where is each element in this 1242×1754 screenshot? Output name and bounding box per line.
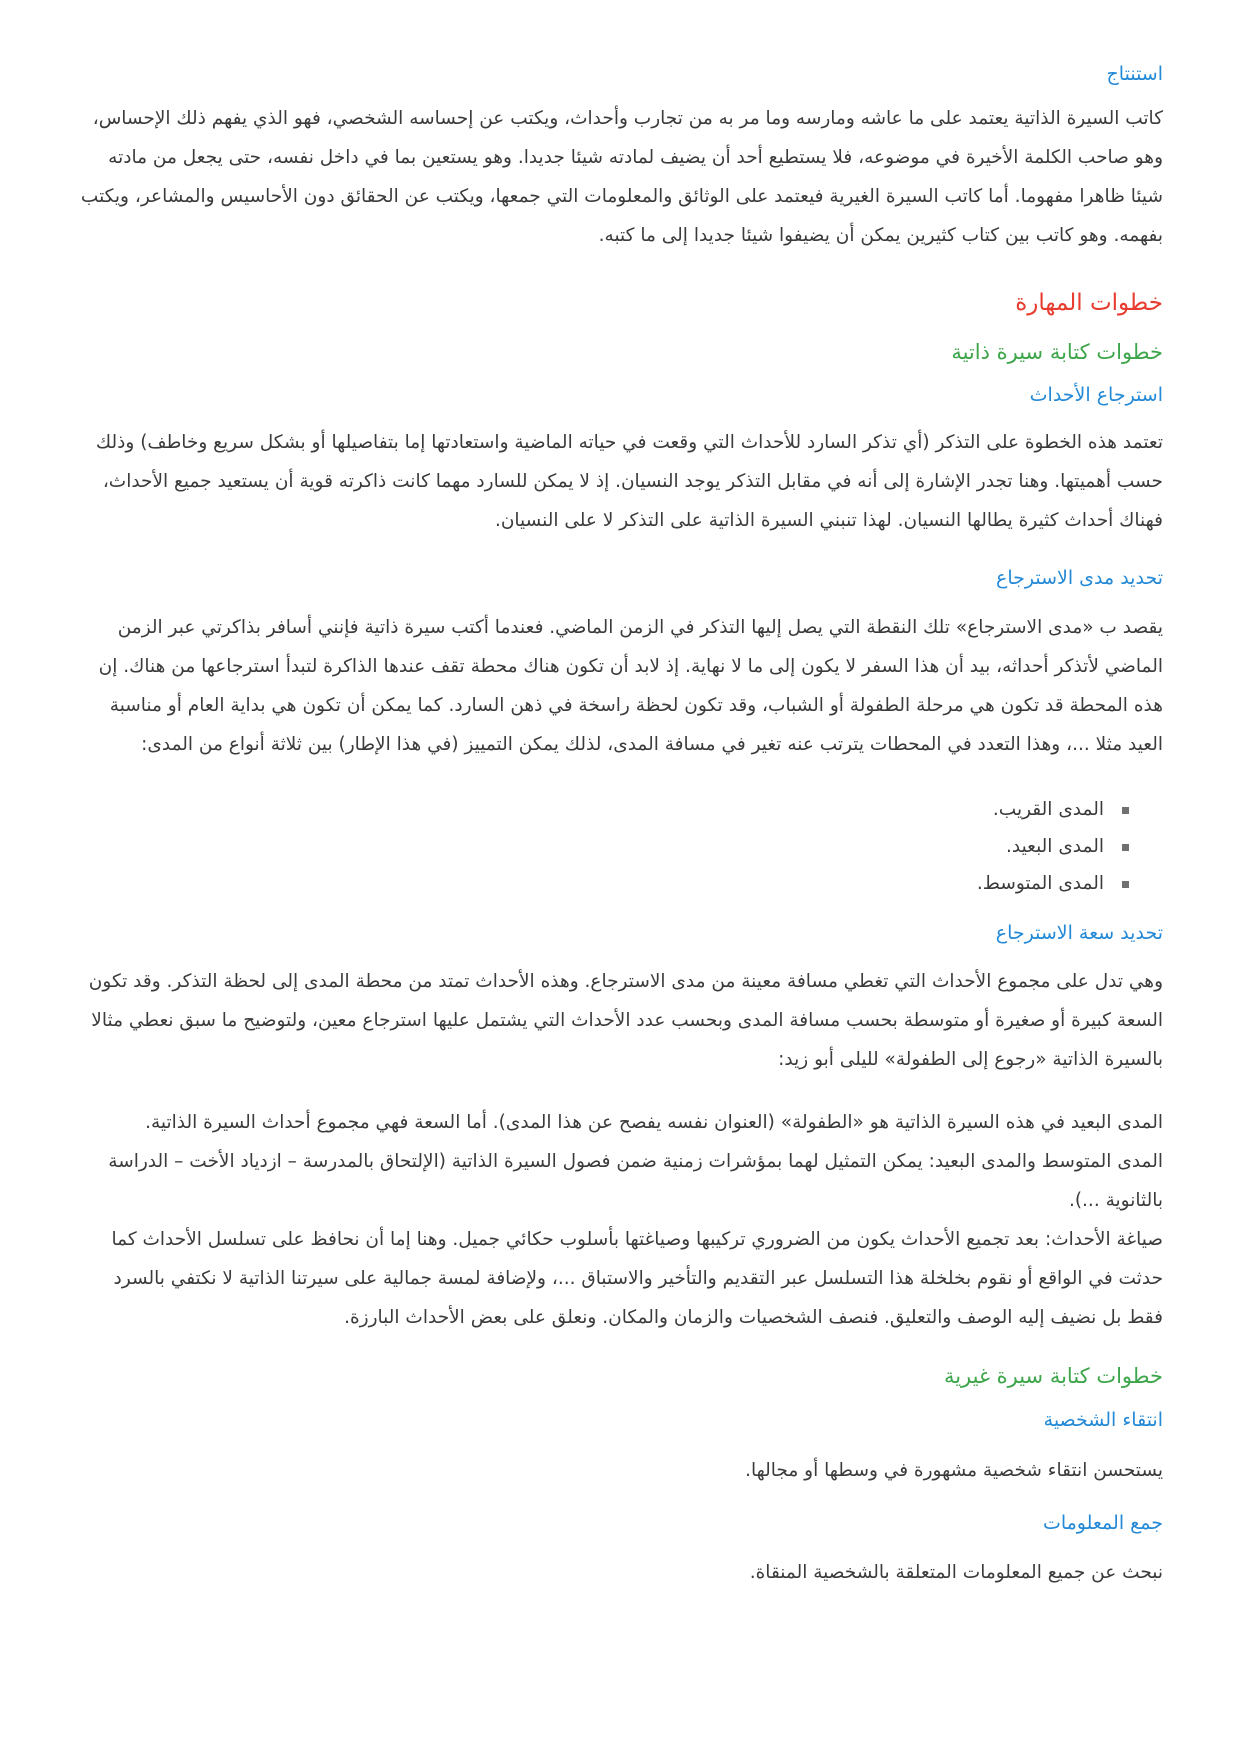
- example-paragraph: صياغة الأحداث: بعد تجميع الأحداث يكون من الضروري تركيبها وصياغتها بأسلوب حكائي جميل. وهنا إما أن نحافظ على تسلسل الأحداث كما حدثت في الواقع أو نقوم بخلخلة هذا التسلسل عبر التقديم والتأخير والاستباق ...، ولإضافة لمسة جمالية على سيرتنا الذاتية لا نكتفي بالسرد فقط بل نضيف إليه الوصف والتعليق. فنصف الشخصيات والزمان والمكان. ونعلق على بعض الأحداث البارزة.: [111, 1229, 1163, 1328]
- recall-capacity-paragraph: وهي تدل على مجموع الأحداث التي تغطي مسافة معينة من مدى الاسترجاع. وهذه الأحداث تمتد من محطة المدى إلى لحظة التذكر. وقد تكون السعة كبيرة أو صغيرة أو متوسطة بحسب مسافة المدى وبحسب عدد الأحداث التي يشتمل عليها استرجاع معين، ولتوضيح ما سبق نعطي مثالا بالسيرة الذاتية «رجوع إلى الطفولة» لليلى أبو زيد:: [88, 971, 1163, 1070]
- square-bullet-icon: [1122, 807, 1129, 814]
- autobiography-steps-heading: خطوات كتابة سيرة ذاتية: [951, 340, 1163, 364]
- square-bullet-icon: [1122, 844, 1129, 851]
- list-item: [74, 828, 1104, 865]
- range-types-list: [74, 791, 1163, 902]
- collect-info-paragraph: نبحث عن جميع المعلومات المتعلقة بالشخصية المنقاة.: [749, 1562, 1163, 1583]
- collect-info-heading: جمع المعلومات: [1042, 1512, 1163, 1534]
- recall-events-heading: استرجاع الأحداث: [1029, 384, 1163, 406]
- conclusion-heading: استنتاج: [1106, 63, 1163, 85]
- list-item-label: المدى القريب.: [992, 799, 1104, 820]
- list-item-label: المدى البعيد.: [1005, 836, 1104, 857]
- example-paragraph: المدى البعيد في هذه السيرة الذاتية هو «الطفولة» (العنوان نفسه يفصح عن هذا المدى). أما السعة فهي مجموع أحداث السيرة الذاتية.: [145, 1112, 1163, 1133]
- recall-capacity-heading: تحديد سعة الاسترجاع: [995, 922, 1163, 944]
- list-item-label: المدى المتوسط.: [976, 873, 1104, 894]
- biography-steps-heading: خطوات كتابة سيرة غيرية: [943, 1364, 1163, 1388]
- conclusion-paragraph: كاتب السيرة الذاتية يعتمد على ما عاشه ومارسه وما مر به من تجارب وأحداث، ويكتب عن إحساسه الشخصي، فهو الذي يفهم ذلك الإحساس، وهو صاحب الكلمة الأخيرة في موضوعه، فلا يستطيع أحد أن يضيف لمادته شيئا جديدا. وهو يستعين بما في داخل نفسه، حتى يجعل من مادته شيئا ظاهرا مفهوما. أما كاتب السيرة الغيرية فيعتمد على الوثائق والمعلومات التي جمعها، ويكتب عن الحقائق دون الأحاسيس والمشاعر، ويكتب بفهمه. وهو كاتب بين كتاب كثيرين يمكن أن يضيفوا شيئا جديدا إلى ما كتبه.: [80, 108, 1163, 246]
- list-item: [74, 865, 1104, 902]
- capacity-examples: [74, 1103, 1163, 1337]
- example-paragraph: المدى المتوسط والمدى البعيد: يمكن التمثيل لهما بمؤشرات زمنية ضمن فصول السيرة الذاتية (الإلتحاق بالمدرسة – ازدياد الأخت – الدراسة بالثانوية ...).: [108, 1151, 1163, 1211]
- select-person-heading: انتقاء الشخصية: [1043, 1409, 1163, 1431]
- select-person-paragraph: يستحسن انتقاء شخصية مشهورة في وسطها أو مجالها.: [745, 1460, 1163, 1481]
- recall-range-heading: تحديد مدى الاسترجاع: [995, 567, 1163, 589]
- skill-steps-heading: خطوات المهارة: [1015, 290, 1163, 316]
- recall-events-paragraph: تعتمد هذه الخطوة على التذكر (أي تذكر السارد للأحداث التي وقعت في حياته الماضية واستعادتها إما بتفاصيلها أو بشكل سريع وخاطف) وذلك حسب أهميتها. وهنا تجدر الإشارة إلى أنه في مقابل التذكر يوجد النسيان. إذ لا يمكن للسارد مهما كانت ذاكرته قوية أن يستعيد جميع الأحداث، فهناك أحداث كثيرة يطالها النسيان. لهذا تنبني السيرة الذاتية على التذكر لا على النسيان.: [95, 432, 1163, 531]
- list-item: [74, 791, 1104, 828]
- square-bullet-icon: [1122, 881, 1129, 888]
- recall-range-paragraph: يقصد ب «مدى الاسترجاع» تلك النقطة التي يصل إليها التذكر في الزمن الماضي. فعندما أكتب سيرة ذاتية فإنني أسافر بذاكرتي عبر الزمن الماضي لأتذكر أحداثه، بيد أن هذا السفر لا يكون إلى ما لا نهاية. إذ لابد أن تكون هناك محطة تقف عندها الذاكرة لتبدأ استرجاعها من هناك. إن هذه المحطة قد تكون هي مرحلة الطفولة أو الشباب، وقد تكون لحظة راسخة في ذهن السارد. كما يمكن أن تكون هي بداية العام أو مناسبة العيد مثلا ...، وهذا التعدد في المحطات يترتب عنه تغير في مسافة المدى، لذلك يمكن التمييز (في هذا الإطار) بين ثلاثة أنواع من المدى:: [98, 617, 1163, 755]
